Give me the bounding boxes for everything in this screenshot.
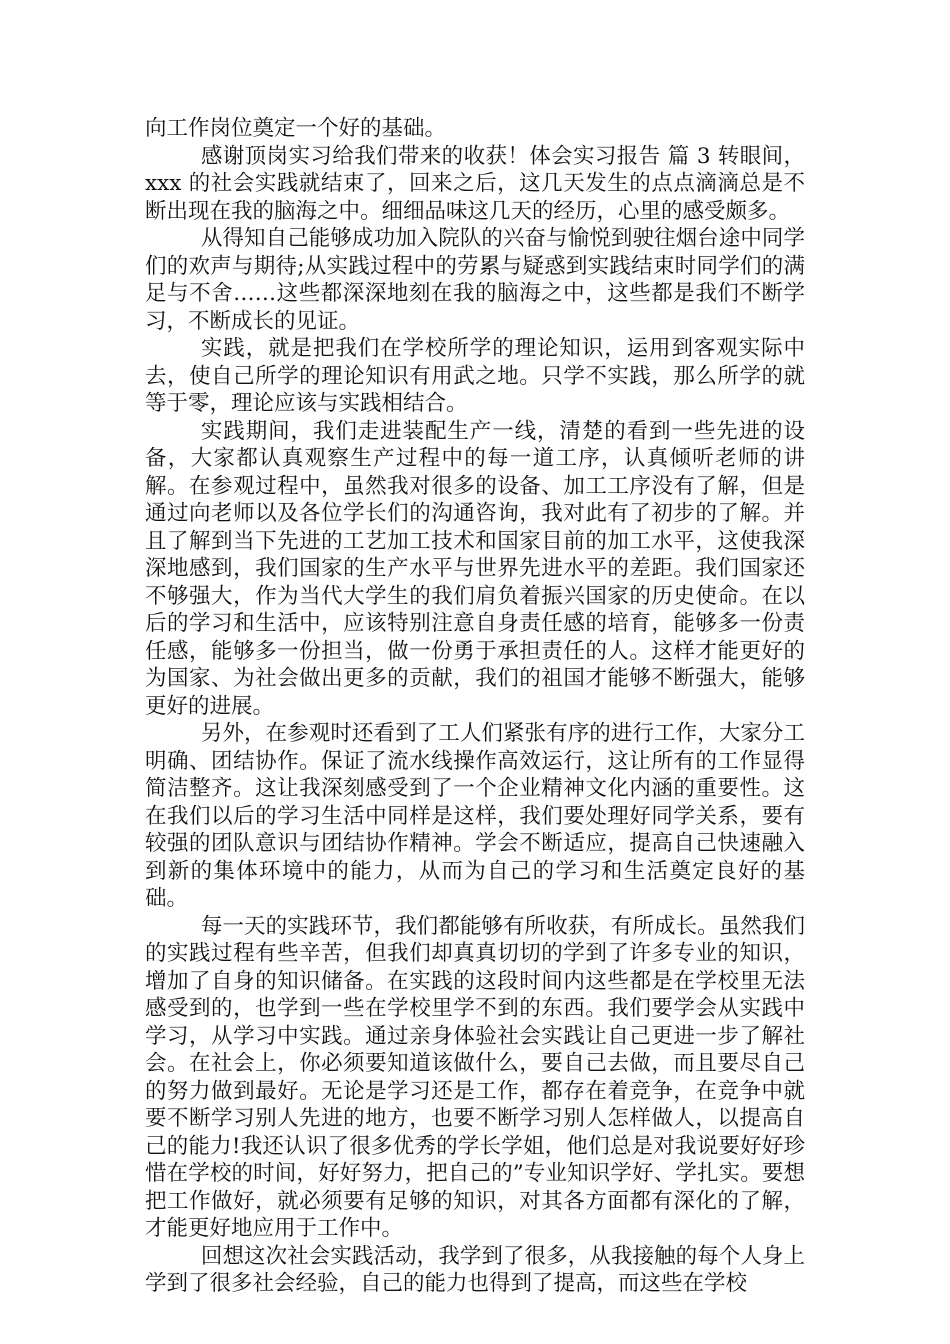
document-body xyxy=(145,115,805,1298)
paragraph-3: 从得知自己能够成功加入院队的兴奋与愉悦到驶往烟台途中同学们的欢声与期待;从实践过程中的劳累与疑惑到实践结束时同学们的满足与不舍……这些都深深地刻在我的脑海之中，这些都是我们不断学习，不断成长的见证。 xyxy=(145,226,805,334)
paragraph-5: 实践期间，我们走进装配生产一线，清楚的看到一些先进的设备，大家都认真观察生产过程中的每一道工序，认真倾听老师的讲解。在参观过程中，虽然我对很多的设备、加工工序没有了解，但是通过向老师以及各位学长们的沟通咨询，我对此有了初步的了解。并且了解到当下先进的工艺加工技术和国家目前的加工水平，这使我深深地感到，我们国家的生产水平与世界先进水平的差距。我们国家还不够强大，作为当代大学生的我们肩负着振兴国家的历史使命。在以后的学习和生活中，应该特别注意自身责任感的培育，能够多一份责任感，能够多一份担当，做一份勇于承担责任的人。这样才能更好的为国家、为社会做出更多的贡献，我们的祖国才能够不断强大，能够更好的进展。 xyxy=(145,418,805,719)
paragraph-7: 每一天的实践环节，我们都能够有所收获，有所成长。虽然我们的实践过程有些辛苦，但我们却真真切切的学到了许多专业的知识，增加了自身的知识储备。在实践的这段时间内这些都是在学校里无法感受到的，也学到一些在学校里学不到的东西。我们要学会从实践中学习，从学习中实践。通过亲身体验社会实践让自己更进一步了解社会。在社会上，你必须要知道该做什么，要自己去做，而且要尽自己的努力做到最好。无论是学习还是工作，都存在着竞争，在竞争中就要不断学习别人先进的地方，也要不断学习别人怎样做人，以提高自己的能力!我还认识了很多优秀的学长学姐，他们总是对我说要好好珍惜在学校的时间，好好努力，把自己的”专业知识学好、学扎实。要想把工作做好，就必须要有足够的知识，对其各方面都有深化的了解，才能更好地应用于工作中。 xyxy=(145,913,805,1241)
paragraph-6: 另外，在参观时还看到了工人们紧张有序的进行工作，大家分工明确、团结协作。保证了流水线操作高效运行，这让所有的工作显得简洁整齐。这让我深刻感受到了一个企业精神文化内涵的重要性。这在我们以后的学习生活中同样是这样，我们要处理好同学关系，要有较强的团队意识与团结协作精神。学会不断适应，提高自己快速融入到新的集体环境中的能力，从而为自己的学习和生活奠定良好的基础。 xyxy=(145,721,805,911)
paragraph-4: 实践，就是把我们在学校所学的理论知识，运用到客观实际中去，使自己所学的理论知识有用武之地。只学不实践，那么所学的就等于零，理论应该与实践相结合。 xyxy=(145,336,805,416)
paragraph-8: 回想这次社会实践活动，我学到了很多，从我接触的每个人身上学到了很多社会经验，自己的能力也得到了提高，而这些在学校 xyxy=(145,1243,805,1296)
paragraph-2: 感谢顶岗实习给我们带来的收获！体会实习报告 篇 3 转眼间，xxx 的社会实践就结束了，回来之后，这几天发生的点点滴滴总是不断出现在我的脑海之中。细细品味这几天的经历，心里的感受颇多。 xyxy=(145,143,805,224)
paragraph-1: 向工作岗位奠定一个好的基础。 xyxy=(145,116,447,141)
